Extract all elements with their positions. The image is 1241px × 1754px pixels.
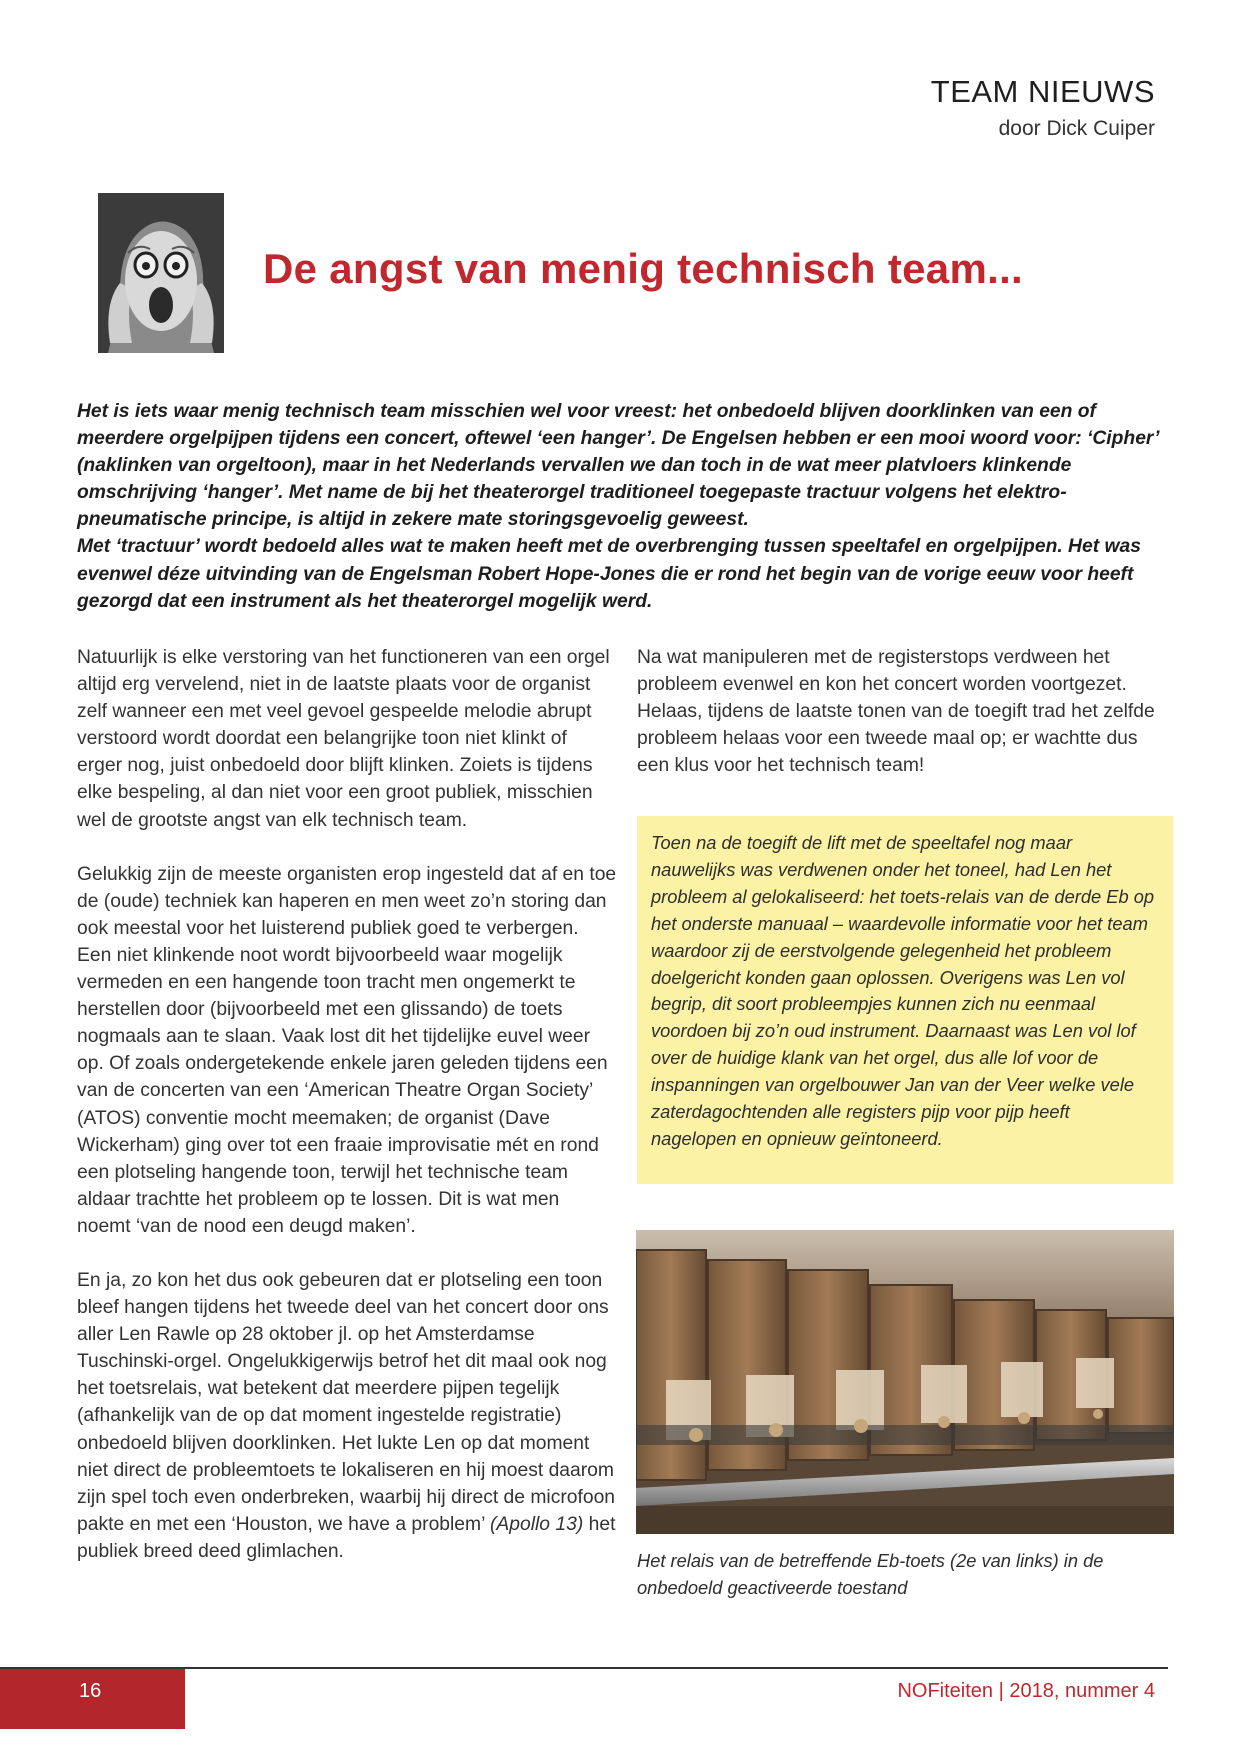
body-paragraph: Gelukkig zijn de meeste organisten erop ingesteld dat af en toe de (oude) techniek kan haperen en men weet zo’n storing dan ook meestal voor het luisterend publiek goed te verbergen. Een niet klinkende noot wordt bijvoorbeeld waar mogelijk vermeden en een hangende toon tracht men ongemerkt te herstellen door (bijvoorbeeld met een glissando) de toets nogmaals aan te slaan. Vaak lost dit het tijdelijke euvel weer op. Of zoals ondergetekende enkele jaren geleden tijdens een van de concerten van een ‘American Theatre Organ Society’ (ATOS) conventie mocht meemaken; de organist (Dave Wickerham) ging over tot een fraaie improvisatie mét en rond een plotseling hangende toon, terwijl het technische team aldaar trachtte het probleem op te lossen. Dit is wat men noemt ‘van de nood een deugd maken’. [77,863,617,1237]
left-column [77,644,617,1592]
article-headline: De angst van menig technisch team... [263,245,1024,292]
author-byline: door Dick Cuiper [998,117,1155,140]
highlight-text: Toen na de toegift de lift met de speeltafel nog maar nauwelijks was verdwenen onder het toneel, had Len het probleem al gelokaliseerd: het toets-relais van de derde Eb op het onderste manuaal – waardevolle informatie voor het team waardoor zij de eerstvolgende gelegenheid het probleem doelgericht konden gaan oplossen. Overigens was Len vol begrip, dit soort probleempjes kunnen zich nu eenmaal voordoen bij zo’n oud instrument. Daarnaast was Len vol lof over de huidige klank van het orgel, dus alle lof voor de inspanningen van orgelbouwer Jan van der Veer welke vele zaterdagochtenden alle registers pijp voor pijp heeft nagelopen en opnieuw geïntoneerd. [651,832,1155,1149]
body-paragraph-last [77,1267,617,1565]
intro-paragraph: Met ‘tractuur’ wordt bedoeld alles wat te maken heeft met de overbrenging tussen speeltafel en orgelpijpen. Het was evenwel déze uitvinding van de Engelsman Robert Hope-Jones die er rond het begin van de vorige eeuw voor heeft gezorgd dat een instrument als het theaterorgel mogelijk werd. [77,536,1141,612]
scream-illustration [98,193,224,353]
intro-paragraph: Het is iets waar menig technisch team misschien wel voor vreest: het onbedoeld blijven doorklinken van een of meerdere orgelpijpen tijdens een concert, oftewel ‘een hanger’. De Engelsen hebben er een mooi woord voor: ‘Cipher’ (naklinken van orgeltoon), maar in het Nederlands vervallen we dan toch in de wat meer platvloers klinkende omschrijving ‘hanger’. Met name de bij het theaterorgel traditioneel toegepaste tractuur volgens het elektro-pneumatische principe, is altijd in zekere mate storingsgevoelig geweest. [77,401,1159,531]
body-text-tail: het publiek breed deed glimlachen. [77,1513,616,1562]
right-column [637,644,1173,779]
page-number: 16 [79,1680,102,1702]
body-italic-reference: (Apollo 13) [490,1513,584,1535]
body-text: En ja, zo kon het dus ook gebeuren dat er plotseling een toon bleef hangen tijdens het tweede deel van het concert door ons aller Len Rawle op 28 oktober jl. op het Amsterdamse Tuschinski-orgel. Ongelukkigerwijs betrof het dit maal ook nog het toetsrelais, wat betekent dat meerdere pijpen tegelijk (afhankelijk van de op dat moment ingestelde registratie) onbedoeld blijven doorklinken. Het lukte Len op dat moment niet direct de probleemtoets te lokaliseren en hij moest daarom zijn spel toch even onderbreken, waarbij hij direct de microfoon pakte en met een ‘Houston, we have a problem’ [77,1269,616,1535]
article-intro [77,398,1169,615]
body-paragraph: Na wat manipuleren met de registerstops verdween het probleem evenwel en kon het concert worden voortgezet. Helaas, tijdens de laatste tonen van de toegift trad het zelfde probleem helaas voor een tweede maal op; er wachtte dus een klus voor het technisch team! [637,647,1155,777]
section-title: TEAM NIEUWS [930,74,1155,109]
highlight-box [637,816,1173,1184]
body-paragraph: Natuurlijk is elke verstoring van het functioneren van een orgel altijd erg vervelend, niet in de laatste plaats voor de organist zelf wanneer een met veel gevoel gespeelde melodie abrupt verstoord wordt doordat een belangrijke toon niet klinkt of erger nog, juist onbedoeld door blijft klinken. Zoiets is tijdens elke bespeling, al dan niet voor een groot publiek, misschien wel de grootste angst van elk technisch team. [77,647,610,831]
organ-relay-photo [636,1230,1174,1534]
publication-info: NOFiteiten | 2018, nummer 4 [897,1680,1155,1702]
photo-caption: Het relais van de betreffende Eb-toets (2e van links) in de onbedoeld geactiveerde toestand [637,1550,1104,1598]
